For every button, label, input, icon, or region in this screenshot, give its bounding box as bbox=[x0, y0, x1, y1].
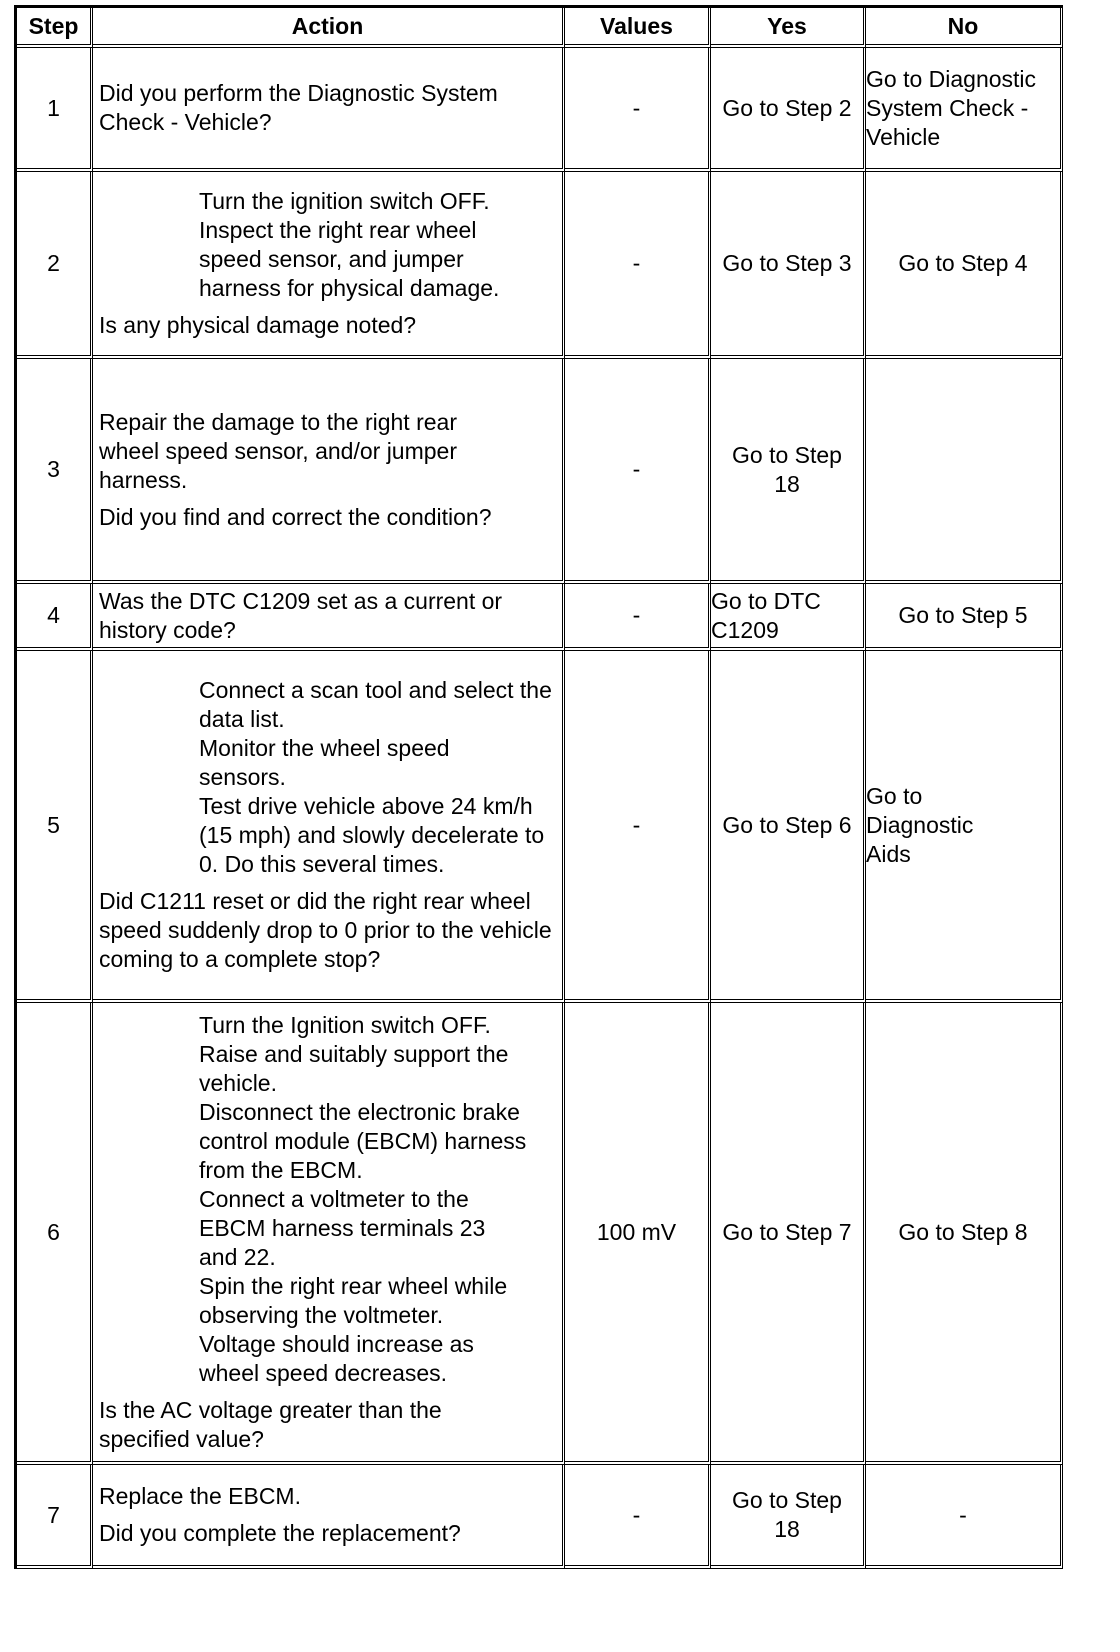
instruction-item: Raise and suitably support the vehicle. bbox=[199, 1040, 509, 1096]
instruction-list bbox=[99, 1011, 560, 1388]
table-row bbox=[17, 1465, 1063, 1569]
step-number: 5 bbox=[17, 651, 93, 1003]
table-row bbox=[17, 359, 1063, 584]
step-number: 3 bbox=[17, 359, 93, 584]
yes-cell: Go to Step 2 bbox=[711, 48, 866, 172]
instruction-item: Inspect the right rear wheel speed sensor, and jumper harness for physical damage. bbox=[199, 217, 500, 301]
question-text: Did you complete the replacement? bbox=[99, 1520, 461, 1546]
yes-cell: Go to Step 7 bbox=[711, 1003, 866, 1465]
yes-cell: Go to Step 6 bbox=[711, 651, 866, 1003]
step-number: 4 bbox=[17, 584, 93, 651]
values-cell: - bbox=[565, 651, 711, 1003]
action-cell bbox=[93, 359, 565, 584]
diagnostic-table bbox=[14, 5, 1063, 1569]
instruction-item: Monitor the wheel speed sensors. bbox=[199, 735, 450, 790]
action-cell bbox=[93, 48, 565, 172]
no-cell bbox=[866, 359, 1063, 584]
table-row bbox=[17, 172, 1063, 359]
action-lead-text: Repair the damage to the right rear wheel speed sensor, and/or jumper harness. bbox=[99, 408, 457, 493]
values-cell: 100 mV bbox=[565, 1003, 711, 1465]
action-cell bbox=[93, 1003, 565, 1465]
action-lead-text: Replace the EBCM. bbox=[99, 1483, 301, 1509]
no-cell: Go to Diagnostic System Check - Vehicle bbox=[866, 48, 1063, 172]
yes-cell: Go to Step 18 bbox=[711, 1465, 866, 1569]
header-values: Values bbox=[565, 8, 711, 48]
step-number: 1 bbox=[17, 48, 93, 172]
instruction-item: Turn the ignition switch OFF. bbox=[199, 188, 490, 214]
instruction-item: Voltage should increase as wheel speed decreases. bbox=[199, 1330, 474, 1386]
action-cell bbox=[93, 172, 565, 359]
question-text: Is any physical damage noted? bbox=[99, 312, 417, 338]
instruction-item: Connect a scan tool and select the data list. bbox=[199, 677, 552, 732]
header-step: Step bbox=[17, 8, 93, 48]
values-cell: - bbox=[565, 48, 711, 172]
values-cell: - bbox=[565, 584, 711, 651]
values-cell: - bbox=[565, 1465, 711, 1569]
yes-cell: Go to Step 3 bbox=[711, 172, 866, 359]
instruction-item: Connect a voltmeter to the EBCM harness terminals 23 and 22. bbox=[199, 1185, 486, 1270]
instruction-item: Turn the Ignition switch OFF. bbox=[199, 1011, 491, 1038]
question-text: Did you find and correct the condition? bbox=[99, 503, 492, 530]
table-row bbox=[17, 584, 1063, 651]
no-cell: - bbox=[866, 1465, 1063, 1569]
header-yes: Yes bbox=[711, 8, 866, 48]
instruction-list bbox=[99, 187, 560, 303]
step-number: 2 bbox=[17, 172, 93, 359]
question-text: Did you perform the Diagnostic System Check - Vehicle? bbox=[99, 80, 498, 135]
no-cell: Go to Diagnostic Aids bbox=[866, 651, 1063, 1003]
action-cell bbox=[93, 584, 565, 651]
header-no: No bbox=[866, 8, 1063, 48]
instruction-item: Disconnect the electronic brake control module (EBCM) harness from the EBCM. bbox=[199, 1098, 527, 1183]
table-row bbox=[17, 48, 1063, 172]
no-cell: Go to Step 8 bbox=[866, 1003, 1063, 1465]
no-cell: Go to Step 4 bbox=[866, 172, 1063, 359]
instruction-item: Test drive vehicle above 24 km/h (15 mph) and slowly decelerate to 0. Do this several times. bbox=[199, 793, 545, 877]
question-text: Did C1211 reset or did the right rear wheel speed suddenly drop to 0 prior to the vehicle coming to a complete stop? bbox=[99, 888, 552, 972]
yes-cell: Go to Step 18 bbox=[711, 359, 866, 584]
instruction-list bbox=[99, 676, 560, 879]
table-row bbox=[17, 651, 1063, 1003]
header-action: Action bbox=[93, 8, 565, 48]
yes-cell: Go to DTC C1209 bbox=[711, 584, 866, 651]
values-cell: - bbox=[565, 359, 711, 584]
step-number: 6 bbox=[17, 1003, 93, 1465]
step-number: 7 bbox=[17, 1465, 93, 1569]
header-row bbox=[17, 8, 1063, 48]
question-text: Is the AC voltage greater than the specified value? bbox=[99, 1396, 442, 1452]
values-cell: - bbox=[565, 172, 711, 359]
no-cell: Go to Step 5 bbox=[866, 584, 1063, 651]
table-row bbox=[17, 1003, 1063, 1465]
action-cell bbox=[93, 651, 565, 1003]
question-text: Was the DTC C1209 set as a current or history code? bbox=[99, 587, 503, 643]
action-cell bbox=[93, 1465, 565, 1569]
instruction-item: Spin the right rear wheel while observing the voltmeter. bbox=[199, 1272, 508, 1328]
